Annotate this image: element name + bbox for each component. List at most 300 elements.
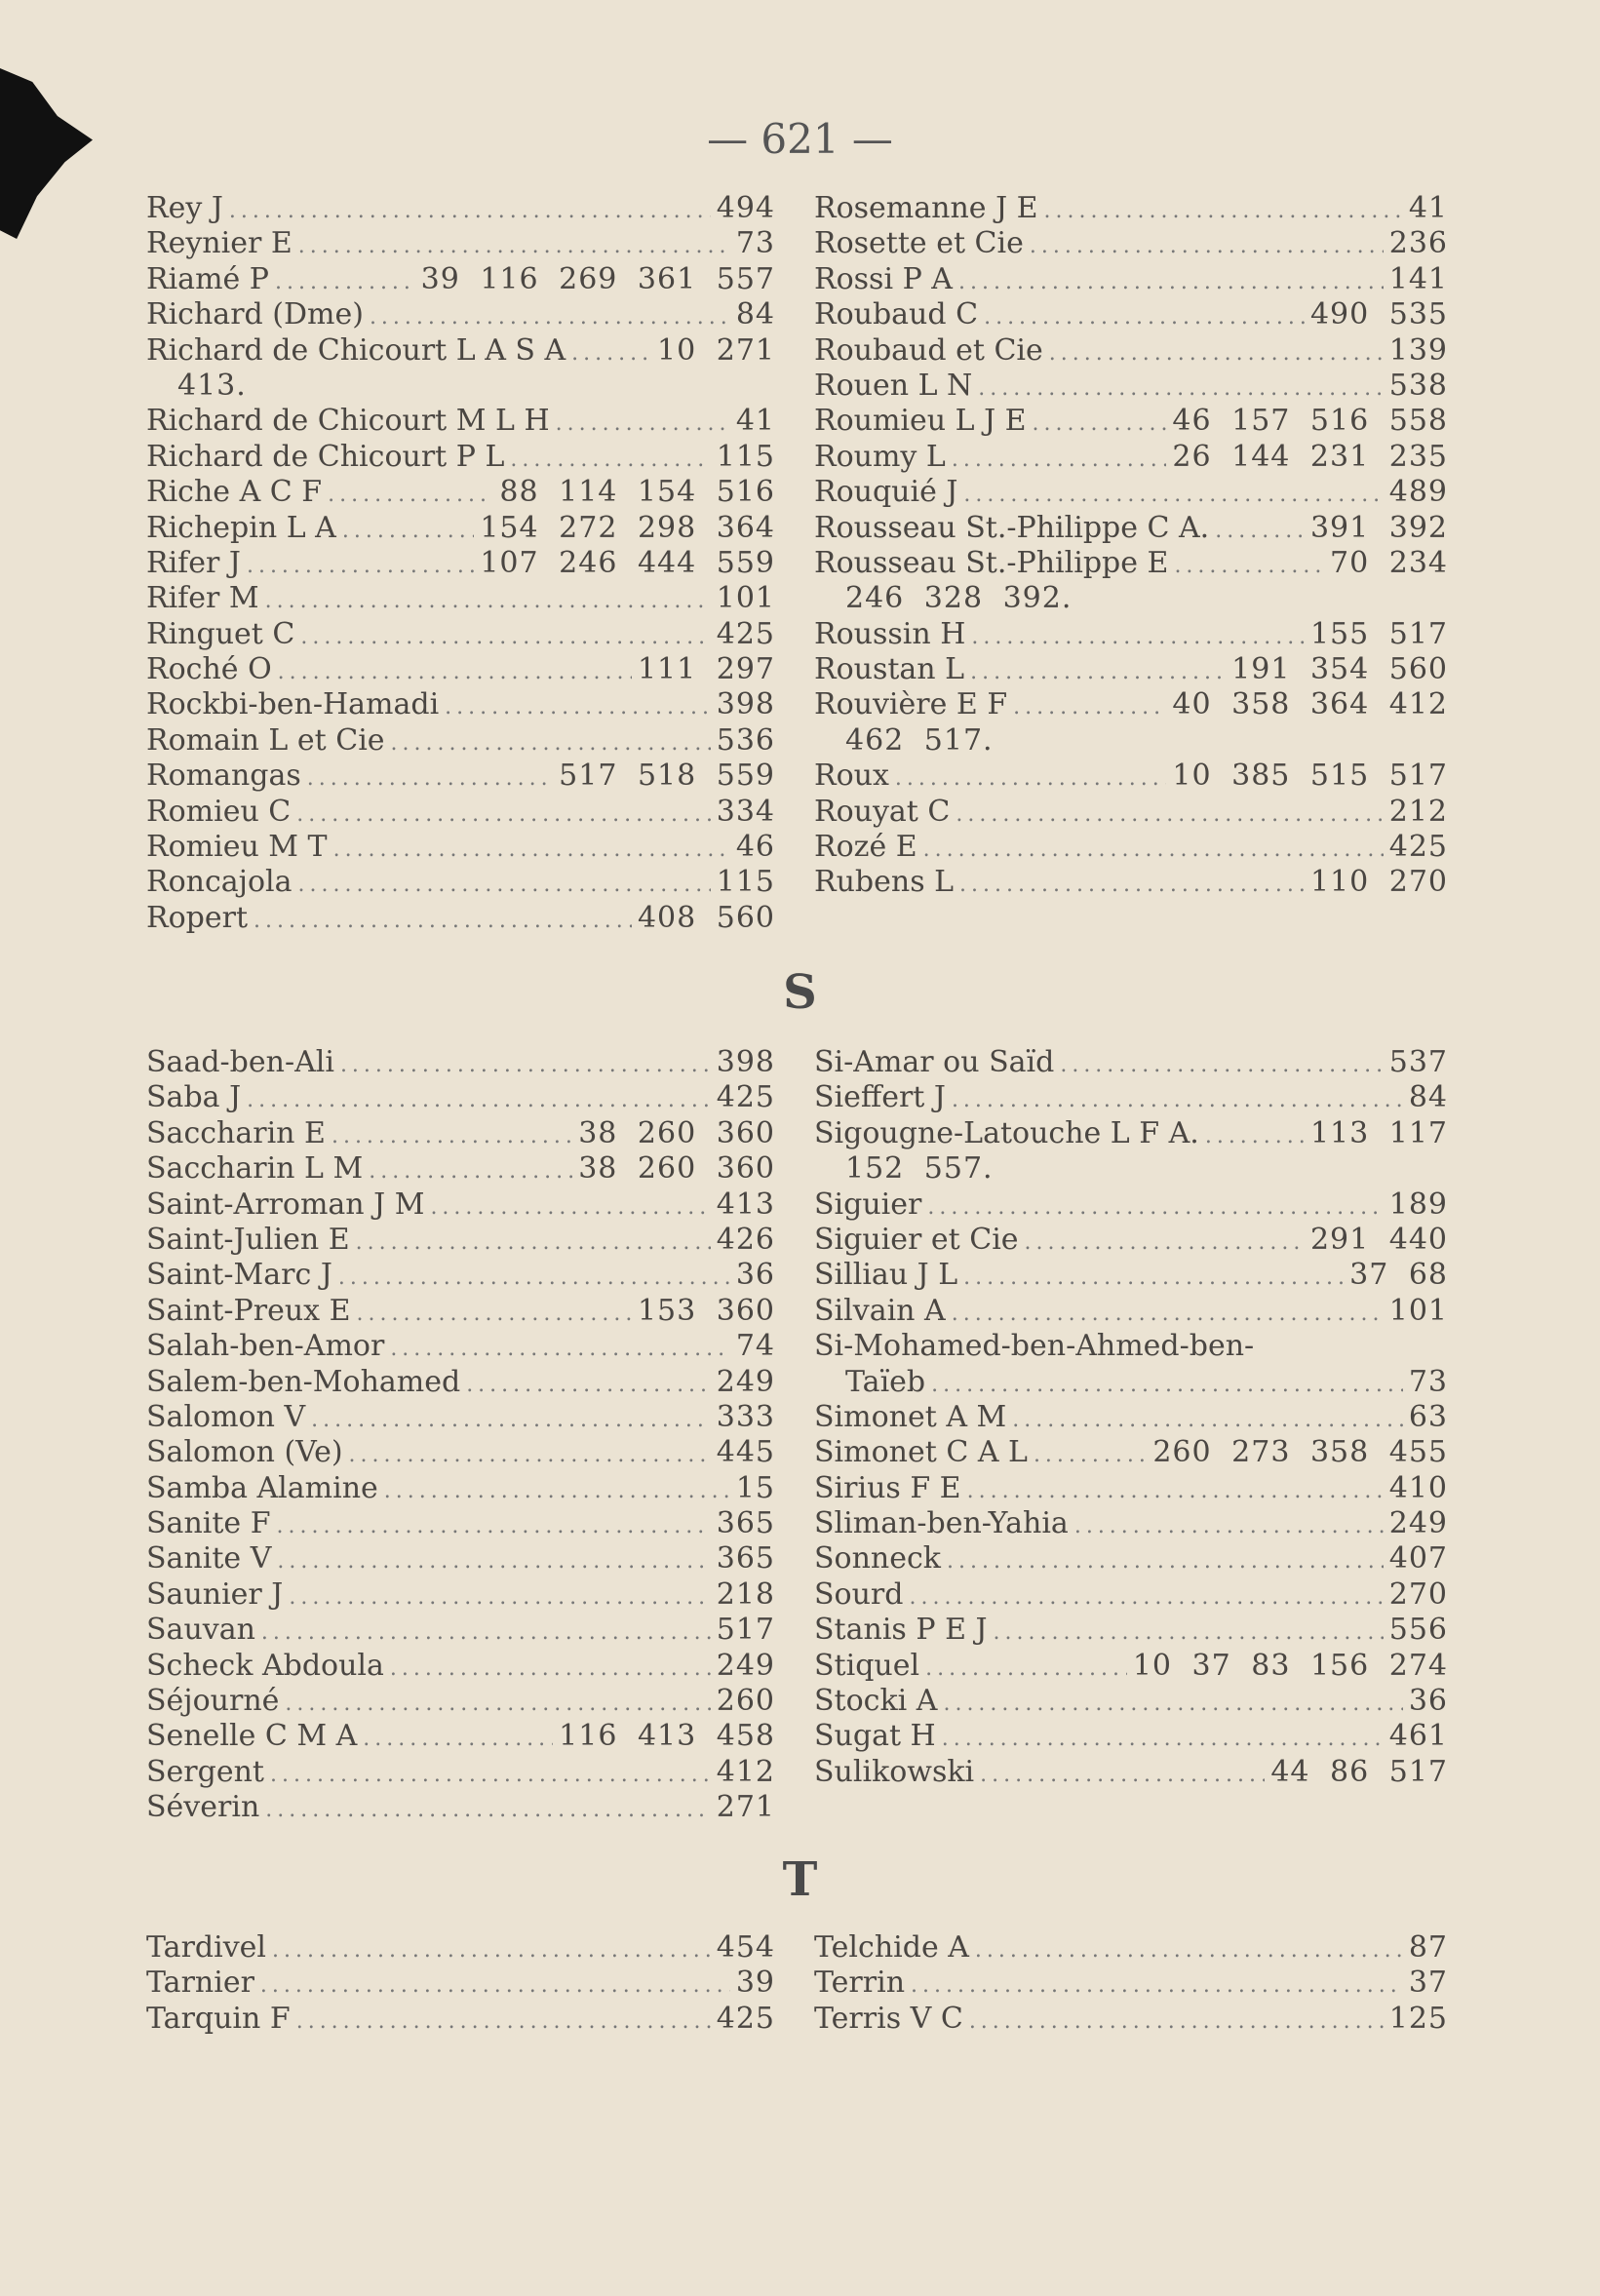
entry-name: Si-Mohamed-ben-Ahmed-ben- (814, 1329, 1255, 1364)
leader-dots (958, 265, 1384, 300)
entry-pages: 41 (1408, 191, 1448, 225)
index-entry (814, 1080, 1448, 1115)
entry-pages: 141 (1388, 261, 1448, 296)
entry-pages: 46 (735, 830, 775, 865)
entry-name: Richard (Dme) (146, 297, 364, 332)
leader-dots (285, 1687, 710, 1722)
leader-dots (1025, 1226, 1305, 1261)
leader-dots (556, 407, 730, 442)
entry-continuation: 462 517. (845, 722, 994, 758)
leader-dots (328, 478, 493, 513)
entry-name: Sauvan (146, 1613, 255, 1648)
leader-dots (978, 371, 1383, 407)
entry-name: Roumy L (814, 439, 946, 474)
leader-dots (247, 1083, 711, 1118)
entry-pages: 260 (716, 1684, 775, 1719)
entry-name: Rouen L N (814, 368, 973, 403)
entry-name: Romangas (146, 759, 301, 794)
entry-pages: 139 (1388, 332, 1448, 368)
leader-dots (971, 620, 1305, 655)
index-entry (814, 404, 1448, 439)
entry-name: Siguier (814, 1187, 922, 1222)
index-entry (146, 1151, 775, 1187)
entry-name: Rosemanne J E (814, 191, 1038, 225)
entry-pages: 10 271 (657, 332, 775, 368)
leader-dots (340, 1048, 711, 1083)
index-entry (146, 333, 775, 405)
entry-name: Rouvière E F (814, 687, 1008, 722)
index-entry (146, 1790, 775, 1825)
entry-name: Romain L et Cie (146, 722, 385, 758)
leader-dots (1074, 1509, 1384, 1544)
entry-pages: 63 (1408, 1399, 1448, 1434)
entry-name: Rifer M (146, 581, 259, 616)
leader-dots (298, 229, 730, 264)
leader-dots (1033, 407, 1167, 442)
entry-pages: 125 (1388, 2001, 1448, 2036)
leader-dots (959, 868, 1305, 903)
index-entry (146, 1329, 775, 1364)
entry-pages: 44 86 517 (1270, 1754, 1448, 1789)
leader-dots (956, 798, 1383, 833)
leader-dots (390, 1332, 730, 1367)
leader-dots (260, 1968, 730, 2004)
entry-name: Rifer J (146, 545, 241, 580)
leader-dots (969, 2004, 1384, 2040)
index-entry (814, 1471, 1448, 1506)
index-entry (146, 1965, 775, 2001)
entry-name: Telchide A (814, 1930, 969, 1965)
entry-pages: 412 (716, 1754, 775, 1789)
index-entry (814, 475, 1448, 510)
index-entry (814, 262, 1448, 297)
entry-name: Sonneck (814, 1541, 941, 1576)
entry-pages: 189 (1388, 1187, 1448, 1222)
entry-name: Rousseau St.-Philippe E (814, 545, 1169, 580)
leader-dots (229, 194, 711, 229)
entry-name: Sugat H (814, 1719, 936, 1754)
entry-name: Scheck Abdoula (146, 1648, 384, 1683)
entry-pages: 398 (716, 687, 775, 722)
leader-dots (363, 1722, 553, 1757)
entry-pages: 107 246 444 559 (480, 545, 775, 580)
index-entry (146, 1719, 775, 1754)
leader-dots (384, 1474, 730, 1509)
entry-name: Stocki A (814, 1684, 938, 1719)
leader-dots (277, 1509, 711, 1544)
index-entry (146, 652, 775, 687)
entry-name: Taïeb (845, 1364, 926, 1399)
entry-pages: 426 (716, 1222, 775, 1257)
index-entry (814, 1294, 1448, 1329)
leader-dots (275, 265, 415, 300)
index-entry (146, 1541, 775, 1576)
leader-dots (952, 443, 1167, 478)
entry-pages: 425 (716, 616, 775, 651)
entry-pages: 191 354 560 (1231, 652, 1448, 687)
entry-pages: 41 (735, 404, 775, 439)
entry-pages: 73 (1408, 1364, 1448, 1399)
entry-pages: 10 37 83 156 274 (1132, 1648, 1448, 1683)
entry-pages: 249 (1388, 1506, 1448, 1541)
leader-dots (1034, 1438, 1147, 1473)
entry-pages: 365 (716, 1541, 775, 1576)
index-entry (814, 652, 1448, 687)
index-entry (146, 1400, 775, 1435)
leader-dots (277, 1544, 710, 1579)
entry-name: Roumieu L J E (814, 404, 1027, 439)
leader-dots (247, 549, 474, 584)
leader-dots (357, 1297, 632, 1332)
index-entry (814, 830, 1448, 865)
entry-name: Rouquié J (814, 475, 958, 510)
index-entry (146, 475, 775, 510)
leader-dots (1030, 229, 1384, 264)
leader-dots (895, 761, 1167, 797)
entry-name: Silliau J L (814, 1258, 958, 1293)
index-entry (146, 1187, 775, 1223)
entry-pages: 333 (716, 1399, 775, 1434)
leader-dots (261, 1615, 711, 1651)
entry-pages: 334 (716, 794, 775, 829)
index-entry (814, 1329, 1448, 1400)
index-entry (146, 1116, 775, 1151)
entry-name: Terrin (814, 1965, 906, 2001)
index-entry (146, 1506, 775, 1541)
entry-name: Salomon V (146, 1399, 306, 1434)
entry-name: Rey J (146, 191, 223, 225)
leader-dots (942, 1722, 1384, 1757)
leader-dots (1060, 1048, 1383, 1083)
entry-name: Séjourné (146, 1684, 280, 1719)
section-s-left-column (146, 1045, 775, 1826)
entry-name: Séverin (146, 1790, 260, 1825)
entry-name: Sirius F E (814, 1470, 961, 1505)
index-entry (814, 1613, 1448, 1648)
entry-pages: 454 (716, 1930, 775, 1965)
index-entry (814, 759, 1448, 794)
leader-dots (342, 514, 475, 549)
entry-name: Silvain A (814, 1293, 946, 1328)
entry-name: Roustan L (814, 652, 965, 687)
index-entry (146, 581, 775, 616)
entry-pages: 517 (716, 1613, 775, 1648)
index-entry (146, 2002, 775, 2037)
entry-name: Sulikowski (814, 1754, 975, 1789)
leader-dots (338, 1261, 730, 1296)
entry-name: Rousseau St.-Philippe C A. (814, 510, 1210, 545)
entry-name: Romieu M T (146, 830, 328, 865)
leader-dots (265, 584, 711, 619)
entry-pages: 40 358 364 412 (1172, 687, 1448, 722)
entry-pages: 116 413 458 (559, 1719, 775, 1754)
leader-dots (994, 1615, 1384, 1651)
leader-dots (370, 300, 730, 335)
entry-name: Tardivel (146, 1930, 267, 1965)
index-entry (146, 297, 775, 332)
entry-pages: 271 (716, 1790, 775, 1825)
index-entry (146, 617, 775, 652)
entry-name: Sourd (814, 1576, 904, 1612)
index-entry (814, 1541, 1448, 1576)
entry-pages: 536 (716, 722, 775, 758)
entry-pages: 88 114 154 516 (499, 475, 775, 510)
index-entry (814, 617, 1448, 652)
entry-pages: 155 517 (1309, 616, 1448, 651)
entry-pages: 115 (716, 865, 775, 900)
leader-dots (1044, 194, 1403, 229)
index-entry (814, 1684, 1448, 1719)
entry-pages: 556 (1388, 1613, 1448, 1648)
leader-dots (970, 655, 1226, 690)
entry-pages: 73 (735, 226, 775, 261)
entry-pages: 490 535 (1309, 297, 1448, 332)
entry-pages: 410 (1388, 1470, 1448, 1505)
entry-name: Sliman-ben-Yahia (814, 1506, 1069, 1541)
entry-name: Sigougne-Latouche L F A. (814, 1115, 1199, 1150)
leader-dots (254, 904, 632, 939)
entry-pages: 101 (716, 581, 775, 616)
index-entry (814, 1258, 1448, 1293)
index-entry (146, 759, 775, 794)
index-entry (146, 865, 775, 900)
index-entry (814, 511, 1448, 546)
section-t-right-column (814, 1930, 1448, 2037)
entry-name: Sergent (146, 1754, 264, 1789)
entry-name: Saint-Julien E (146, 1222, 350, 1257)
leader-dots (923, 833, 1384, 868)
leader-dots (466, 1368, 711, 1403)
entry-name: Riche A C F (146, 475, 323, 510)
leader-dots (1049, 336, 1384, 371)
index-entry (146, 1577, 775, 1613)
index-entry (146, 901, 775, 936)
leader-dots (349, 1438, 711, 1473)
entry-pages: 489 (1388, 475, 1448, 510)
entry-name: Ringuet C (146, 616, 295, 651)
entry-name: Simonet A M (814, 1399, 1007, 1434)
leader-dots (947, 1544, 1384, 1579)
entry-name: Roubaud et Cie (814, 332, 1043, 368)
entry-name: Stanis P E J (814, 1613, 988, 1648)
index-entry (146, 1684, 775, 1719)
entry-pages: 212 (1388, 794, 1448, 829)
index-entry (146, 262, 775, 297)
entry-pages: 38 260 360 (578, 1151, 775, 1187)
index-entry (146, 795, 775, 830)
index-entry (146, 191, 775, 226)
entry-name: Si-Amar ou Saïd (814, 1045, 1055, 1079)
index-entry (814, 226, 1448, 261)
entry-pages: 46 157 516 558 (1172, 404, 1448, 439)
entry-pages: 398 (716, 1045, 775, 1079)
entry-name: Richard de Chicourt M L H (146, 404, 550, 439)
entry-name: Saint-Marc J (146, 1258, 332, 1293)
entry-name: Riamé P (146, 261, 269, 296)
index-entry (814, 1719, 1448, 1754)
leader-dots (911, 1968, 1403, 2004)
entry-pages: 236 (1388, 226, 1448, 261)
leader-dots (296, 2004, 711, 2040)
index-entry (814, 1506, 1448, 1541)
entry-pages: 249 (716, 1648, 775, 1683)
entry-name: Saad-ben-Ali (146, 1045, 334, 1079)
section-r-left-column (146, 191, 775, 936)
leader-dots (967, 1474, 1384, 1509)
entry-pages: 113 117 (1309, 1115, 1448, 1150)
entry-name: Rubens L (814, 865, 955, 900)
entry-name: Rosette et Cie (814, 226, 1024, 261)
entry-pages: 37 (1408, 1965, 1448, 2001)
entry-pages: 87 (1408, 1930, 1448, 1965)
leader-dots (931, 1368, 1403, 1403)
index-entry (814, 191, 1448, 226)
entry-pages: 425 (716, 2001, 775, 2036)
entry-pages: 391 392 (1309, 510, 1448, 545)
leader-dots (1174, 549, 1324, 584)
entry-name: Sanite F (146, 1506, 271, 1541)
leader-dots (445, 690, 711, 725)
entry-name: Simonet C A L (814, 1435, 1028, 1470)
entry-name: Siguier et Cie (814, 1222, 1019, 1257)
section-s-right-column (814, 1045, 1448, 1790)
entry-name: Rozé E (814, 830, 917, 865)
index-entry (146, 1930, 775, 1965)
index-entry (146, 1223, 775, 1258)
index-entry (146, 1435, 775, 1470)
index-entry (146, 1045, 775, 1080)
entry-pages: 36 (735, 1258, 775, 1293)
entry-pages: 84 (735, 297, 775, 332)
entry-name: Rouyat C (814, 794, 951, 829)
index-entry (146, 511, 775, 546)
entry-pages: 36 (1408, 1684, 1448, 1719)
index-entry (146, 1755, 775, 1790)
leader-dots (1205, 1119, 1305, 1154)
leader-dots (984, 300, 1305, 335)
section-letter-t: T (782, 1852, 818, 1907)
entry-name: Terris V C (814, 2001, 963, 2036)
entry-name: Saint-Arroman J M (146, 1187, 425, 1222)
index-entry (146, 226, 775, 261)
leader-dots (980, 1758, 1265, 1793)
index-entry (814, 1965, 1448, 2001)
index-entry (146, 723, 775, 759)
entry-continuation: 152 557. (845, 1151, 994, 1187)
leader-dots (272, 1933, 711, 1968)
index-entry (814, 795, 1448, 830)
entry-name: Romieu C (146, 794, 292, 829)
leader-dots (265, 1793, 710, 1828)
entry-pages: 39 (735, 1965, 775, 2001)
entry-pages: 260 273 358 455 (1152, 1435, 1448, 1470)
entry-name: Roux (814, 759, 889, 794)
leader-dots (510, 443, 710, 478)
index-entry (814, 1577, 1448, 1613)
index-entry (814, 1435, 1448, 1470)
entry-name: Salem-ben-Mohamed (146, 1364, 461, 1399)
section-letter-s: S (783, 965, 817, 1020)
entry-name: Saint-Preux E (146, 1293, 351, 1328)
entry-name: Reynier E (146, 226, 293, 261)
index-entry (146, 1080, 775, 1115)
entry-pages: 413 (716, 1187, 775, 1222)
leader-dots (963, 478, 1383, 513)
leader-dots (963, 1261, 1344, 1296)
index-entry (814, 2002, 1448, 2037)
entry-pages: 110 270 (1309, 865, 1448, 900)
entry-pages: 153 360 (637, 1293, 775, 1328)
entry-pages: 101 (1388, 1293, 1448, 1328)
index-entry (146, 1471, 775, 1506)
entry-name: Rossi P A (814, 261, 953, 296)
leader-dots (571, 336, 651, 371)
entry-pages: 10 385 515 517 (1172, 759, 1448, 794)
index-entry (146, 440, 775, 475)
leader-dots (925, 1652, 1127, 1687)
leader-dots (975, 1933, 1403, 1968)
entry-name: Roché O (146, 652, 272, 687)
entry-pages: 270 (1388, 1576, 1448, 1612)
entry-name: Ropert (146, 900, 249, 935)
entry-name: Roussin H (814, 616, 966, 651)
leader-dots (943, 1687, 1402, 1722)
entry-name: Saba J (146, 1080, 242, 1115)
leader-dots (289, 1580, 710, 1615)
index-entry (814, 1045, 1448, 1080)
leader-dots (307, 761, 553, 797)
entry-pages: 84 (1408, 1080, 1448, 1115)
entry-pages: 425 (1388, 830, 1448, 865)
entry-pages: 74 (735, 1329, 775, 1364)
index-entry (814, 333, 1448, 369)
index-entry (146, 1365, 775, 1400)
entry-name: Samba Alamine (146, 1470, 378, 1505)
leader-dots (391, 726, 711, 761)
index-entry (146, 1613, 775, 1648)
section-r-right-column (814, 191, 1448, 901)
entry-pages: 461 (1388, 1719, 1448, 1754)
entry-pages: 15 (735, 1470, 775, 1505)
entry-name: Tarquin F (146, 2001, 291, 2036)
entry-name: Sieffert J (814, 1080, 946, 1115)
index-entry (146, 1294, 775, 1329)
entry-pages: 218 (716, 1576, 775, 1612)
index-entry (146, 1649, 775, 1684)
entry-pages: 445 (716, 1435, 775, 1470)
entry-name: Salah-ben-Amor (146, 1329, 385, 1364)
index-entry (814, 687, 1448, 759)
entry-name: Rockbi-ben-Hamadi (146, 687, 440, 722)
entry-name: Stiquel (814, 1648, 920, 1683)
index-entry (814, 1649, 1448, 1684)
index-entry (146, 1258, 775, 1293)
section-t-left-column (146, 1930, 775, 2037)
leader-dots (952, 1297, 1384, 1332)
index-entry (814, 1400, 1448, 1435)
entry-pages: 517 518 559 (559, 759, 775, 794)
entry-pages: 115 (716, 439, 775, 474)
index-entry (814, 865, 1448, 900)
entry-pages: 38 260 360 (578, 1115, 775, 1150)
entry-pages: 425 (716, 1080, 775, 1115)
entry-pages: 39 116 269 361 557 (420, 261, 775, 296)
entry-name: Saccharin L M (146, 1151, 364, 1187)
entry-name: Richard de Chicourt P L (146, 439, 505, 474)
entry-name: Roubaud C (814, 297, 979, 332)
entry-pages: 494 (716, 191, 775, 225)
leader-dots (311, 1403, 711, 1438)
